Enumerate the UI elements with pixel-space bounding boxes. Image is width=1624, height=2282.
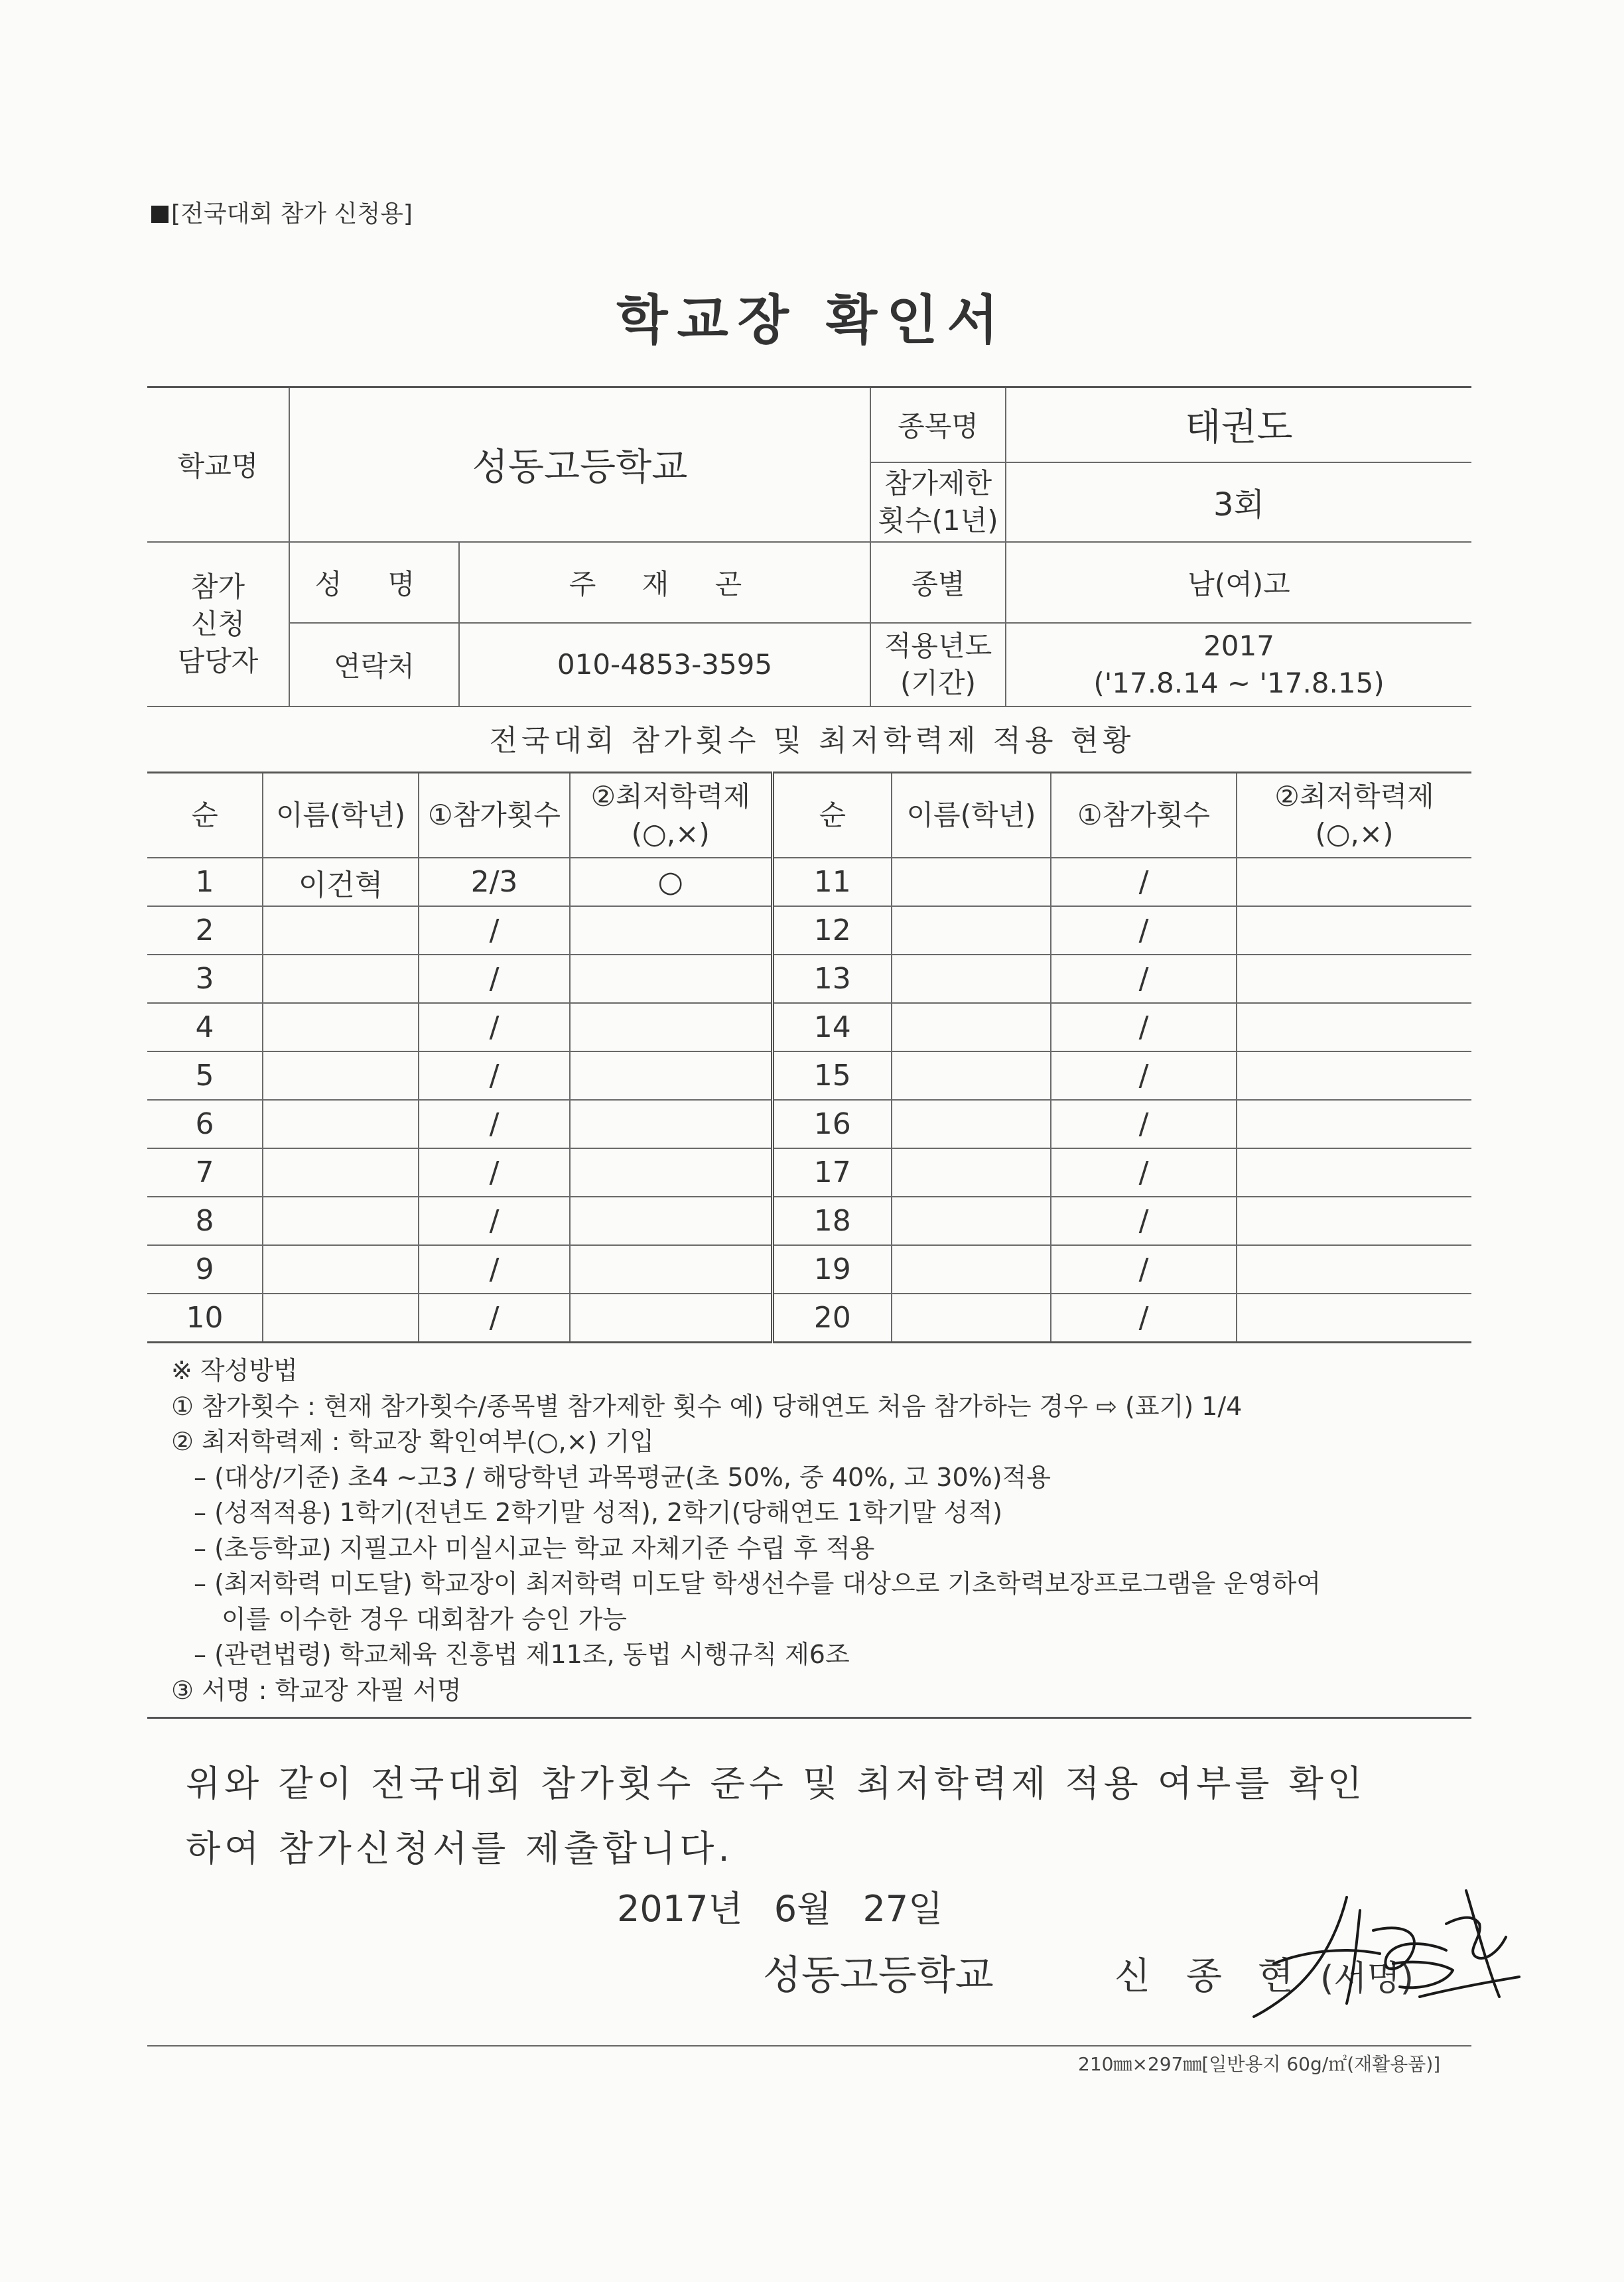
row-order: 10 <box>147 1294 263 1343</box>
header-count: ①참가횟수 <box>419 773 570 858</box>
year-value-2: ('17.8.14 ~ '17.8.15) <box>1093 666 1385 699</box>
name-label: 성 명 <box>289 542 459 623</box>
instructions-heading: ※ 작성방법 <box>171 1356 298 1385</box>
instruction-2d: – (최저학력 미도달) 학교장이 최저학력 미도달 학생선수를 대상으로 기초학력보장프로그램을 운영하여 <box>194 1569 1321 1598</box>
row-order: 1 <box>147 858 263 906</box>
row-count: / <box>419 955 570 1003</box>
row-order-2: 12 <box>772 906 892 955</box>
divider-line <box>147 1717 1471 1719</box>
row-order-2: 11 <box>772 858 892 906</box>
row-count-2: / <box>1051 858 1237 906</box>
row-name-2 <box>892 1003 1051 1051</box>
row-count-2: / <box>1051 1148 1237 1197</box>
status-header-row <box>147 773 1471 858</box>
row-order-2: 20 <box>772 1294 892 1343</box>
instruction-2c: – (초등학교) 지필고사 미실시교는 학교 자체기준 수립 후 적용 <box>194 1533 875 1563</box>
row-count: / <box>419 1197 570 1245</box>
row-name-2 <box>892 955 1051 1003</box>
row-min-level-2 <box>1237 1197 1471 1245</box>
row-min-level-2 <box>1237 1294 1471 1343</box>
header-tag-text: [전국대회 참가 신청용] <box>171 200 413 228</box>
row-count: / <box>419 1003 570 1051</box>
row-min-level: ○ <box>570 858 772 906</box>
row-order: 4 <box>147 1003 263 1051</box>
row-count-2: / <box>1051 906 1237 955</box>
header-min-level-2: (○,×) <box>631 817 710 850</box>
row-min-level <box>570 1148 772 1197</box>
year-label-2: (기간) <box>900 666 976 699</box>
school-label: 학교명 <box>147 387 289 542</box>
row-min-level-2 <box>1237 858 1471 906</box>
principal-name: 신 종 현 <box>1115 1955 1306 1998</box>
row-min-level-2 <box>1237 1100 1471 1148</box>
table-row <box>147 1100 1471 1148</box>
limit-label-2: 횟수(1년) <box>878 503 998 537</box>
limit-label-1: 참가제한 <box>884 466 992 500</box>
table-row <box>147 1294 1471 1343</box>
row-name-2 <box>892 1245 1051 1294</box>
header-min-level-2col-2: (○,×) <box>1315 817 1394 850</box>
row-order-2: 17 <box>772 1148 892 1197</box>
row-count-2: / <box>1051 1100 1237 1148</box>
row-order-2: 19 <box>772 1245 892 1294</box>
row-count-2: / <box>1051 1003 1237 1051</box>
status-table <box>147 772 1471 1343</box>
table-row <box>147 955 1471 1003</box>
table-row <box>147 1003 1471 1051</box>
row-name-2 <box>892 1100 1051 1148</box>
row-count-2: / <box>1051 1197 1237 1245</box>
document-title: 학교장 확인서 <box>616 289 1008 351</box>
row-order: 2 <box>147 906 263 955</box>
row-name <box>263 1148 419 1197</box>
row-min-level <box>570 1003 772 1051</box>
declaration-line-2: 하여 참가신청서를 제출합니다. <box>186 1828 734 1869</box>
declaration-line-1: 위와 같이 전국대회 참가횟수 준수 및 최저학력제 적용 여부를 확인 <box>186 1763 1366 1804</box>
declaration <box>186 1751 1459 1881</box>
instruction-2e: – (관련법령) 학교체육 진흥법 제11조, 동법 시행규칙 제6조 <box>194 1640 850 1669</box>
row-order-2: 15 <box>772 1051 892 1100</box>
row-min-level <box>570 955 772 1003</box>
applicant-label-2: 신청 <box>190 607 245 640</box>
instruction-2: ② 최저학력제 : 학교장 확인여부(○,×) 기입 <box>171 1427 654 1456</box>
row-count: / <box>419 906 570 955</box>
table-row <box>147 858 1471 906</box>
header-order: 순 <box>147 773 263 858</box>
instructions <box>171 1353 1471 1708</box>
row-min-level-2 <box>1237 1051 1471 1100</box>
table-row <box>147 1197 1471 1245</box>
category-value: 남(여)고 <box>1006 542 1471 623</box>
table-row <box>147 1148 1471 1197</box>
row-name <box>263 1197 419 1245</box>
row-name <box>263 1294 419 1343</box>
row-name <box>263 906 419 955</box>
row-count: 2/3 <box>419 858 570 906</box>
row-name-2 <box>892 1294 1051 1343</box>
header-order-2: 순 <box>772 773 892 858</box>
row-count: / <box>419 1100 570 1148</box>
row-min-level <box>570 1100 772 1148</box>
row-name-2 <box>892 1148 1051 1197</box>
row-count: / <box>419 1051 570 1100</box>
header-tag <box>151 195 413 229</box>
row-min-level <box>570 1245 772 1294</box>
row-order-2: 13 <box>772 955 892 1003</box>
row-name: 이건혁 <box>263 858 419 906</box>
header-name-2: 이름(학년) <box>892 773 1051 858</box>
contact-value: 010-4853-3595 <box>459 623 870 706</box>
instruction-2d-cont: 이를 이수한 경우 대회참가 승인 가능 <box>222 1604 628 1634</box>
signer-school: 성동고등학교 <box>763 1952 994 1999</box>
contact-label: 연락처 <box>289 623 459 706</box>
row-order-2: 14 <box>772 1003 892 1051</box>
row-count: / <box>419 1245 570 1294</box>
row-min-level-2 <box>1237 1003 1471 1051</box>
applicant-label-1: 참가 <box>190 570 245 603</box>
applicant-label <box>147 542 289 706</box>
event-label: 종목명 <box>870 387 1006 462</box>
header-count-2: ①참가횟수 <box>1051 773 1237 858</box>
row-min-level <box>570 1294 772 1343</box>
instruction-1: ① 참가횟수 : 현재 참가횟수/종목별 참가제한 횟수 예) 당해연도 처음 참가하는 경우 ⇨ (표기) 1/4 <box>171 1391 1243 1421</box>
row-min-level <box>570 1197 772 1245</box>
row-name-2 <box>892 906 1051 955</box>
status-section-title: 전국대회 참가횟수 및 최저학력제 적용 현황 <box>489 724 1135 758</box>
header-min-level <box>570 773 772 858</box>
header-min-level-1: ②최저학력제 <box>590 780 750 813</box>
row-order: 9 <box>147 1245 263 1294</box>
table-row <box>147 1051 1471 1100</box>
year-value-1: 2017 <box>1203 629 1274 662</box>
row-count-2: / <box>1051 1294 1237 1343</box>
limit-value: 3회 <box>1006 462 1471 542</box>
paper-spec: 210㎜×297㎜[일반용지 60g/㎡(재활용품)] <box>1078 2053 1441 2075</box>
school-value: 성동고등학교 <box>289 387 870 542</box>
row-name-2 <box>892 858 1051 906</box>
header-min-level-2col <box>1237 773 1471 858</box>
row-name-2 <box>892 1197 1051 1245</box>
row-order: 5 <box>147 1051 263 1100</box>
row-name <box>263 1245 419 1294</box>
row-name <box>263 1003 419 1051</box>
header-name: 이름(학년) <box>263 773 419 858</box>
year-label <box>870 623 1006 706</box>
row-order: 8 <box>147 1197 263 1245</box>
row-order-2: 16 <box>772 1100 892 1148</box>
row-min-level-2 <box>1237 1245 1471 1294</box>
limit-label <box>870 462 1006 542</box>
info-table <box>147 386 1471 707</box>
row-count-2: / <box>1051 1051 1237 1100</box>
instruction-2b: – (성적적용) 1학기(전년도 2학기말 성적), 2학기(당해연도 1학기말 성적) <box>194 1498 1002 1527</box>
row-name-2 <box>892 1051 1051 1100</box>
row-order: 6 <box>147 1100 263 1148</box>
table-row <box>147 1245 1471 1294</box>
row-order: 3 <box>147 955 263 1003</box>
row-min-level-2 <box>1237 1148 1471 1197</box>
row-count: / <box>419 1294 570 1343</box>
header-min-level-2col-1: ②최저학력제 <box>1274 780 1434 813</box>
instruction-2a: – (대상/기준) 초4 ~고3 / 해당학년 과목평균(초 50%, 중 40%, 고 30%)적용 <box>194 1462 1051 1492</box>
table-row <box>147 906 1471 955</box>
row-min-level-2 <box>1237 906 1471 955</box>
row-min-level <box>570 906 772 955</box>
submission-date: 2017년 6월 27일 <box>617 1888 943 1930</box>
row-name <box>263 1051 419 1100</box>
instruction-3: ③ 서명 : 학교장 자필 서명 <box>171 1675 462 1705</box>
name-value: 주 재 곤 <box>459 542 870 623</box>
row-min-level <box>570 1051 772 1100</box>
signature-mark: (서명) <box>1320 1959 1414 1999</box>
row-order: 7 <box>147 1148 263 1197</box>
event-value: 태권도 <box>1006 387 1471 462</box>
year-value <box>1006 623 1471 706</box>
row-name <box>263 1100 419 1148</box>
category-label: 종별 <box>870 542 1006 623</box>
row-count-2: / <box>1051 955 1237 1003</box>
row-count: / <box>419 1148 570 1197</box>
square-bullet-icon <box>151 206 169 223</box>
bottom-divider-line <box>147 2045 1471 2047</box>
row-order-2: 18 <box>772 1197 892 1245</box>
handwritten-signature <box>1247 1884 1526 2037</box>
applicant-label-3: 담당자 <box>177 644 259 677</box>
row-name <box>263 955 419 1003</box>
row-count-2: / <box>1051 1245 1237 1294</box>
year-label-1: 적용년도 <box>884 629 992 662</box>
row-min-level-2 <box>1237 955 1471 1003</box>
